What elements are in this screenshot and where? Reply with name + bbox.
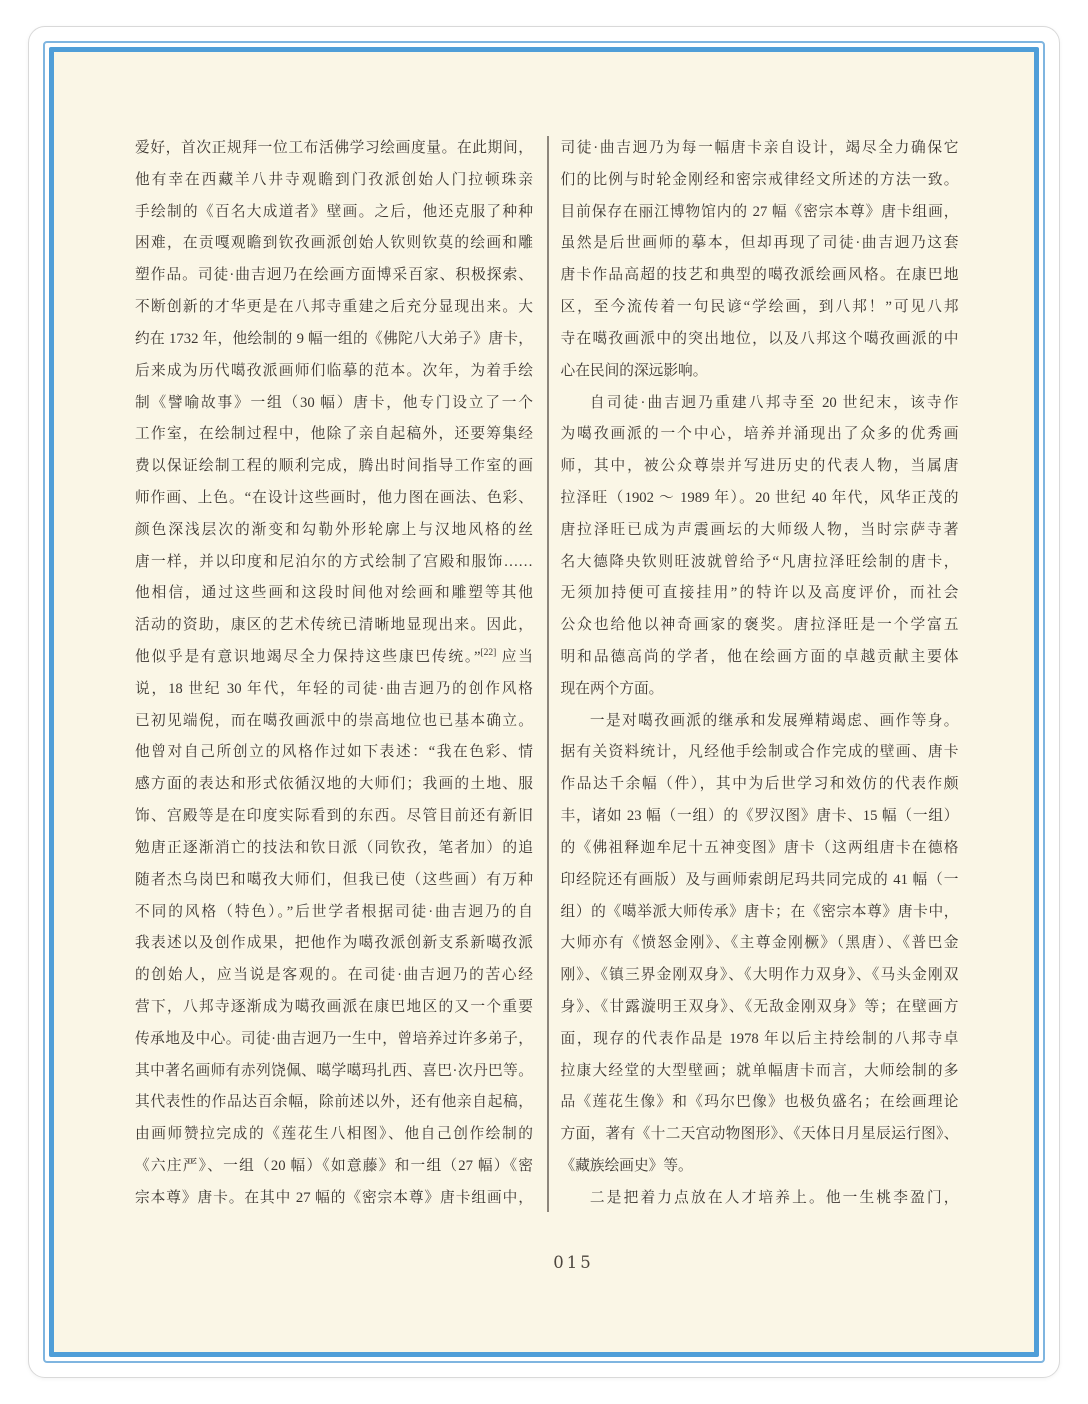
paragraph bbox=[135, 133, 533, 1215]
text-line: 印经院还有画版）及与画师索朗尼玛共同完成的 41 幅（一 bbox=[560, 871, 959, 888]
text-line: 他有幸在西藏羊八井寺观瞻到门孜派创始人门拉顿珠亲 bbox=[135, 171, 533, 188]
text-line: 拉康大经堂的大型壁画；就单幅唐卡而言，大师绘制的多 bbox=[560, 1062, 959, 1079]
text-line: 现在两个方面。 bbox=[560, 680, 664, 697]
text-line: 为噶孜画派的一个中心，培养并涌现出了众多的优秀画 bbox=[560, 426, 959, 443]
text-line: 《六庄严》、一组（20 幅）《如意藤》和一组（27 幅）《密 bbox=[135, 1158, 533, 1174]
text-line: 不断创新的才华更是在八邦寺重建之后充分显现出来。大 bbox=[135, 299, 533, 316]
text-line: 后来成为历代噶孜派画师们临摹的范本。次年，为着手绘 bbox=[135, 362, 533, 379]
text-line: 师，其中，被公众尊崇并写进历史的代表人物，当属唐 bbox=[560, 458, 959, 475]
paragraph bbox=[561, 388, 959, 706]
border-frame-inner bbox=[49, 47, 1039, 1357]
text-line: 的创始人，应当说是客观的。在司徒·曲吉迥乃的苦心经 bbox=[135, 967, 533, 984]
text-line: 据有关资料统计，凡经他手绘制或合作完成的壁画、唐卡 bbox=[560, 744, 959, 761]
text-line: 其中著名画师有赤列饶佩、噶学噶玛扎西、喜巴·次丹巴等。 bbox=[135, 1062, 533, 1079]
text-line: 寺在噶孜画派中的突出地位，以及八邦这个噶孜画派的中 bbox=[560, 330, 959, 347]
text-line: 他似乎是有意识地竭尽全力保持这些康巴传统。”[22] 应当 bbox=[135, 648, 533, 665]
text-line: 我表述以及创作成果，把他作为噶孜派创新支系新噶孜派 bbox=[135, 935, 533, 952]
text-column-left bbox=[135, 133, 533, 1215]
text-line: 大师亦有《愤怒金刚》、《主尊金刚橛》（黑唐）、《普巴金 bbox=[560, 935, 959, 952]
text-line: 身》、《甘露漩明王双身》、《无敌金刚双身》等；在壁画方 bbox=[560, 998, 959, 1015]
text-line: 爱好，首次正规拜一位工布活佛学习绘画度量。在此期间， bbox=[135, 140, 533, 156]
text-line: 作品达千余幅（件），其中为后世学习和效仿的代表作颇 bbox=[560, 776, 959, 793]
text-columns bbox=[135, 133, 1034, 1215]
text-line: 说，18 世纪 30 年代，年轻的司徒·曲吉迥乃的创作风格 bbox=[135, 680, 533, 697]
text-line: 的《佛祖释迦牟尼十五神变图》唐卡（这两组唐卡在德格 bbox=[560, 839, 959, 856]
text-line: 丰，诸如 23 幅（一组）的《罗汉图》唐卡、15 幅（一组） bbox=[560, 808, 959, 825]
text-column-right bbox=[561, 133, 959, 1215]
content-area bbox=[54, 52, 1034, 1352]
text-line: 随者杰乌岗巴和噶孜大师们，但我已使（这些画）有万种 bbox=[135, 871, 533, 888]
text-line: 唐一样，并以印度和尼泊尔的方式绘制了宫殿和服饰…… bbox=[135, 553, 533, 570]
text-line: 工作室，在绘制过程中，他除了亲自起稿外，还要筹集经 bbox=[135, 426, 533, 443]
text-line: 宗本尊》唐卡。在其中 27 幅的《密宗本尊》唐卡组画中， bbox=[135, 1189, 533, 1206]
text-line: 司徒·曲吉迥乃为每一幅唐卡亲自设计，竭尽全力确保它 bbox=[560, 140, 959, 156]
text-line: 面，现存的代表作品是 1978 年以后主持绘制的八邦寺卓 bbox=[560, 1030, 959, 1047]
text-line: 制《譬喻故事》一组（30 幅）唐卡，他专门设立了一个 bbox=[135, 394, 533, 411]
text-line: 《藏族绘画史》等。 bbox=[560, 1158, 693, 1174]
text-line: 约在 1732 年，他绘制的 9 幅一组的《佛陀八大弟子》唐卡， bbox=[135, 330, 533, 347]
text-line: 刚》、《镇三界金刚双身》、《大明作力双身》、《马头金刚双 bbox=[560, 967, 959, 984]
paragraph bbox=[561, 133, 959, 388]
paragraph bbox=[561, 1183, 959, 1215]
text-line: 塑作品。司徒·曲吉迥乃在绘画方面博采百家、积极探索、 bbox=[135, 267, 533, 284]
text-line: 自司徒·曲吉迥乃重建八邦寺至 20 世纪末，该寺作 bbox=[589, 394, 959, 411]
text-line: 由画师赞拉完成的《莲花生八相图》、他自己创作绘制的 bbox=[135, 1126, 533, 1143]
text-line: 颜色深浅层次的渐变和勾勒外形轮廓上与汉地风格的丝 bbox=[135, 521, 533, 538]
paragraph bbox=[561, 706, 959, 1183]
text-line: 唐卡作品高超的技艺和典型的噶孜派绘画风格。在康巴地 bbox=[560, 267, 959, 284]
text-line: 活动的资助，康区的艺术传统已清晰地显现出来。因此， bbox=[135, 617, 533, 634]
text-line: 他曾对自己所创立的风格作过如下表述：“我在色彩、情 bbox=[135, 744, 533, 761]
text-line: 心在民间的深远影响。 bbox=[560, 362, 708, 379]
text-line: 二是把着力点放在人才培养上。他一生桃李盈门， bbox=[589, 1189, 959, 1206]
border-frame-outer bbox=[43, 41, 1045, 1363]
text-line: 无须加持便可直接挂用”的特许以及高度评价，而社会 bbox=[560, 585, 959, 602]
page-card bbox=[28, 26, 1060, 1378]
text-line: 传承地及中心。司徒·曲吉迥乃一生中，曾培养过许多弟子， bbox=[135, 1030, 533, 1047]
text-line: 已初见端倪，而在噶孜画派中的崇高地位也已基本确立。 bbox=[135, 712, 533, 729]
text-line: 唐拉泽旺已成为声震画坛的大师级人物，当时宗萨寺著 bbox=[560, 521, 959, 538]
text-line: 们的比例与时轮金刚经和密宗戒律经文所述的方法一致。 bbox=[560, 171, 959, 188]
text-line: 他相信，通过这些画和这段时间他对绘画和雕塑等其他 bbox=[135, 585, 533, 602]
footnote-marker: [22] bbox=[480, 648, 497, 659]
text-line: 不同的风格（特色）。”后世学者根据司徒·曲吉迥乃的自 bbox=[135, 903, 533, 920]
text-line: 区，至今流传着一句民谚“学绘画，到八邦！”可见八邦 bbox=[560, 299, 959, 316]
text-line: 方面，著有《十二天宫动物图形》、《天体日月星辰运行图》、 bbox=[560, 1126, 959, 1143]
text-line: 品《莲花生像》和《玛尔巴像》也极负盛名；在绘画理论 bbox=[560, 1094, 959, 1111]
text-line: 其代表性的作品达百余幅，除前述以外，还有他亲自起稿， bbox=[135, 1094, 533, 1111]
text-line: 名大德降央钦则旺波就曾给予“凡唐拉泽旺绘制的唐卡， bbox=[560, 553, 959, 570]
text-line: 师作画、上色。“在设计这些画时，他力图在画法、色彩、 bbox=[135, 489, 533, 506]
text-line: 目前保存在丽江博物馆内的 27 幅《密宗本尊》唐卡组画， bbox=[560, 203, 959, 220]
text-line: 拉泽旺（1902 ～ 1989 年）。20 世纪 40 年代，风华正茂的 bbox=[560, 489, 959, 506]
text-line: 明和品德高尚的学者，他在绘画方面的卓越贡献主要体 bbox=[560, 649, 959, 665]
text-line: 手绘制的《百名大成道者》壁画。之后，他还克服了种种 bbox=[135, 203, 533, 220]
text-line: 困难，在贡嘎观瞻到钦孜画派创始人钦则钦莫的绘画和雕 bbox=[135, 235, 533, 252]
text-line: 虽然是后世画师的摹本，但却再现了司徒·曲吉迥乃这套 bbox=[560, 235, 959, 252]
page-number: 015 bbox=[553, 1252, 594, 1272]
text-line: 组）的《噶举派大师传承》唐卡；在《密宗本尊》唐卡中， bbox=[560, 903, 959, 920]
text-line: 感方面的表达和形式依循汉地的大师们；我画的土地、服 bbox=[135, 776, 533, 793]
column-divider bbox=[547, 136, 549, 1212]
text-line: 一是对噶孜画派的继承和发展殚精竭虑、画作等身。 bbox=[589, 712, 959, 729]
text-line: 费以保证绘制工程的顺利完成，腾出时间指导工作室的画 bbox=[135, 458, 533, 475]
text-line: 营下，八邦寺逐渐成为噶孜画派在康巴地区的又一个重要 bbox=[135, 998, 533, 1015]
text-line: 勉唐正逐渐消亡的技法和钦日派（同钦孜，笔者加）的追 bbox=[135, 839, 533, 856]
text-line: 公众也给他以神奇画家的褒奖。唐拉泽旺是一个学富五 bbox=[560, 617, 959, 634]
text-line: 饰、宫殿等是在印度实际看到的东西。尽管目前还有新旧 bbox=[135, 808, 533, 825]
